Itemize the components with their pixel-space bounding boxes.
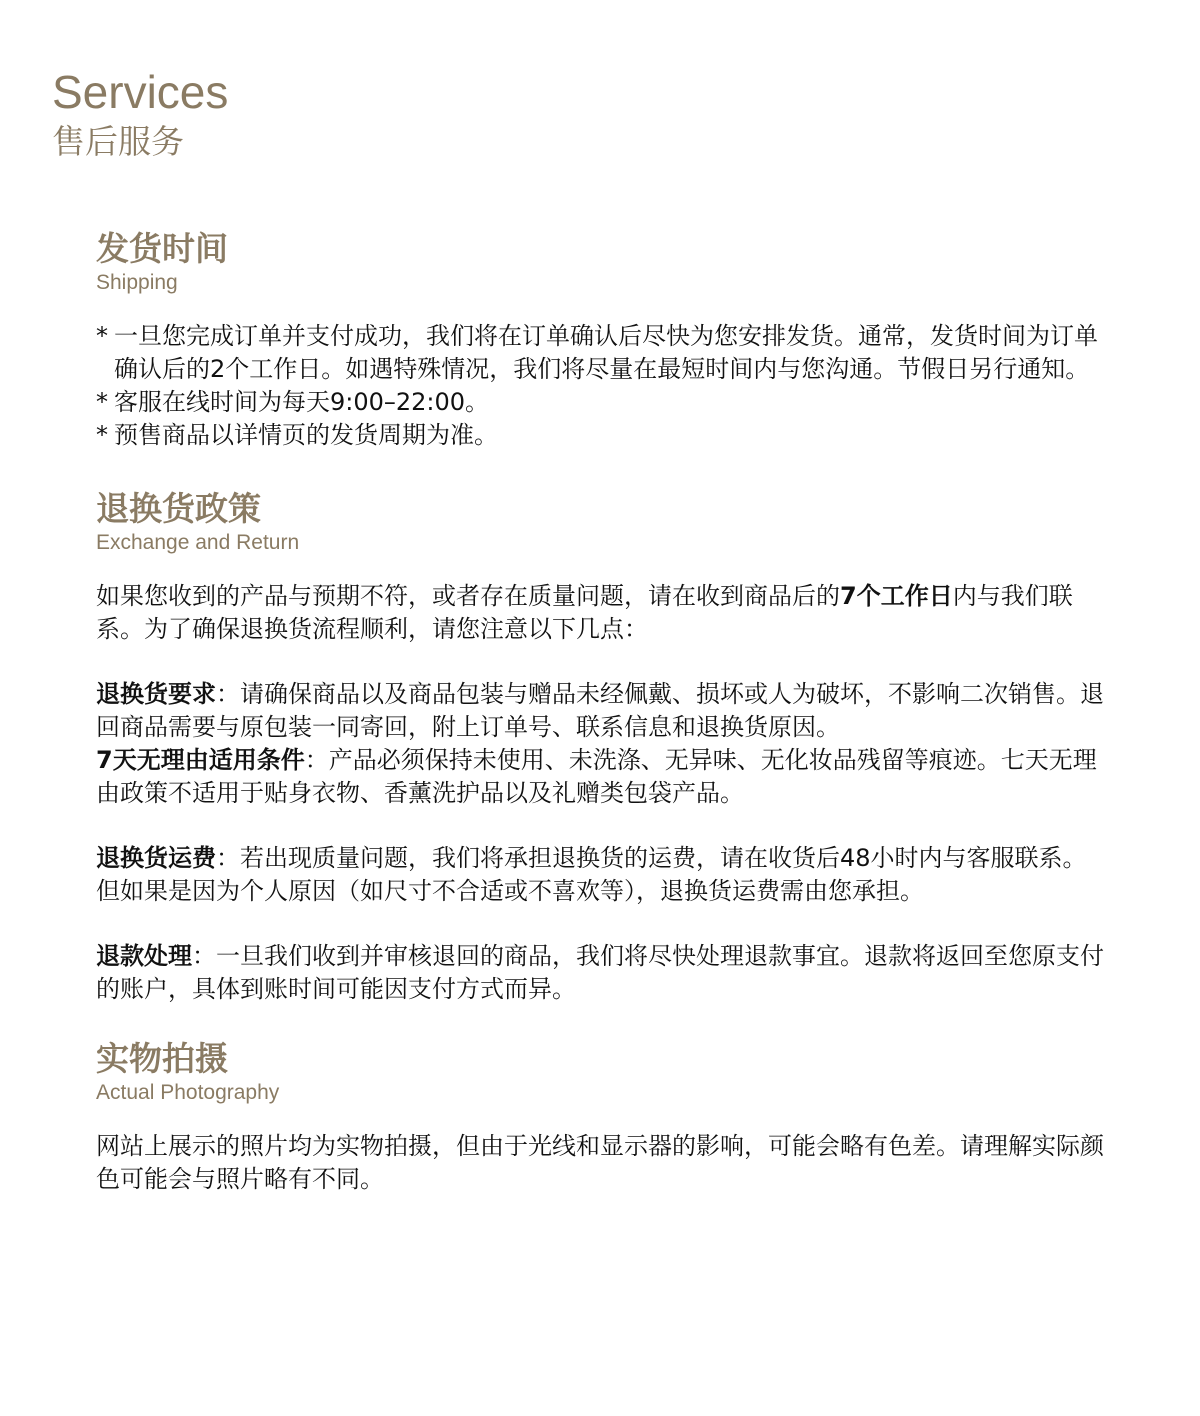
photography-title: 实物拍摄 — [96, 1039, 228, 1078]
list-item — [96, 320, 1106, 386]
refund-term: 退款处理 — [96, 942, 192, 970]
page-header — [52, 62, 228, 162]
returns-intro-emphasis: 7个工作日 — [840, 582, 953, 610]
shipping-section — [96, 228, 1106, 452]
bullet-mark: * — [96, 421, 108, 449]
returns-intro — [96, 580, 1106, 646]
returns-requirements — [96, 678, 1106, 744]
refund-text: ：一旦我们收到并审核退回的商品，我们将尽快处理退款事宜。退款将返回至您原支付的账户，具体到账时间可能因支付方式而异。 — [96, 942, 1104, 1003]
photography-subtitle: Actual Photography — [96, 1081, 280, 1104]
shipping-fee-text: ：若出现质量问题，我们将承担退换货的运费，请在收货后48小时内与客服联系。但如果是因为个人原因（如尺寸不合适或不喜欢等），退换货运费需由您承担。 — [96, 844, 1087, 905]
requirements-text: ：请确保商品以及商品包装与赠品未经佩戴、损坏或人为破坏，不影响二次销售。退回商品需要与原包装一同寄回，附上订单号、联系信息和退换货原因。 — [96, 680, 1104, 741]
page-title: Services — [52, 66, 229, 118]
returns-section — [96, 488, 1106, 1006]
bullet-mark: * — [96, 388, 108, 416]
shipping-bullet-text: 客服在线时间为每天9:00–22:00。 — [114, 388, 490, 416]
shipping-list — [96, 320, 1106, 452]
shipping-title: 发货时间 — [96, 229, 228, 268]
seven-day-term: 7天无理由适用条件 — [96, 746, 305, 774]
services-content — [96, 228, 1106, 1216]
bullet-mark: * — [96, 322, 108, 350]
shipping-bullet-text: 预售商品以详情页的发货周期为准。 — [114, 421, 498, 449]
returns-subtitle: Exchange and Return — [96, 531, 300, 554]
list-item — [96, 419, 1106, 452]
page-subtitle: 售后服务 — [52, 122, 184, 161]
returns-refund — [96, 940, 1106, 1006]
returns-intro-suffix: 内与我们联系。为了确保退换货流程顺利，请您注意以下几点： — [96, 582, 1073, 643]
shipping-bullet-text: 一旦您完成订单并支付成功，我们将在订单确认后尽快为您安排发货。通常，发货时间为订单确认后的2个工作日。如遇特殊情况，我们将尽量在最短时间内与您沟通。节假日另行通知。 — [114, 322, 1098, 383]
shipping-subtitle: Shipping — [96, 271, 178, 294]
seven-day-text: ：产品必须保持未使用、未洗涤、无异味、无化妆品残留等痕迹。七天无理由政策不适用于贴身衣物、香薰洗护品以及礼赠类包袋产品。 — [96, 746, 1097, 807]
returns-shipping-fee — [96, 842, 1106, 908]
photography-text: 网站上展示的照片均为实物拍摄，但由于光线和显示器的影响，可能会略有色差。请理解实际颜色可能会与照片略有不同。 — [96, 1132, 1104, 1193]
shipping-fee-term: 退换货运费 — [96, 844, 216, 872]
list-item — [96, 386, 1106, 419]
returns-intro-prefix: 如果您收到的产品与预期不符，或者存在质量问题，请在收到商品后的 — [96, 582, 840, 610]
returns-seven-day — [96, 744, 1106, 810]
requirements-term: 退换货要求 — [96, 680, 216, 708]
photography-section — [96, 1038, 1106, 1196]
returns-title: 退换货政策 — [96, 489, 261, 528]
